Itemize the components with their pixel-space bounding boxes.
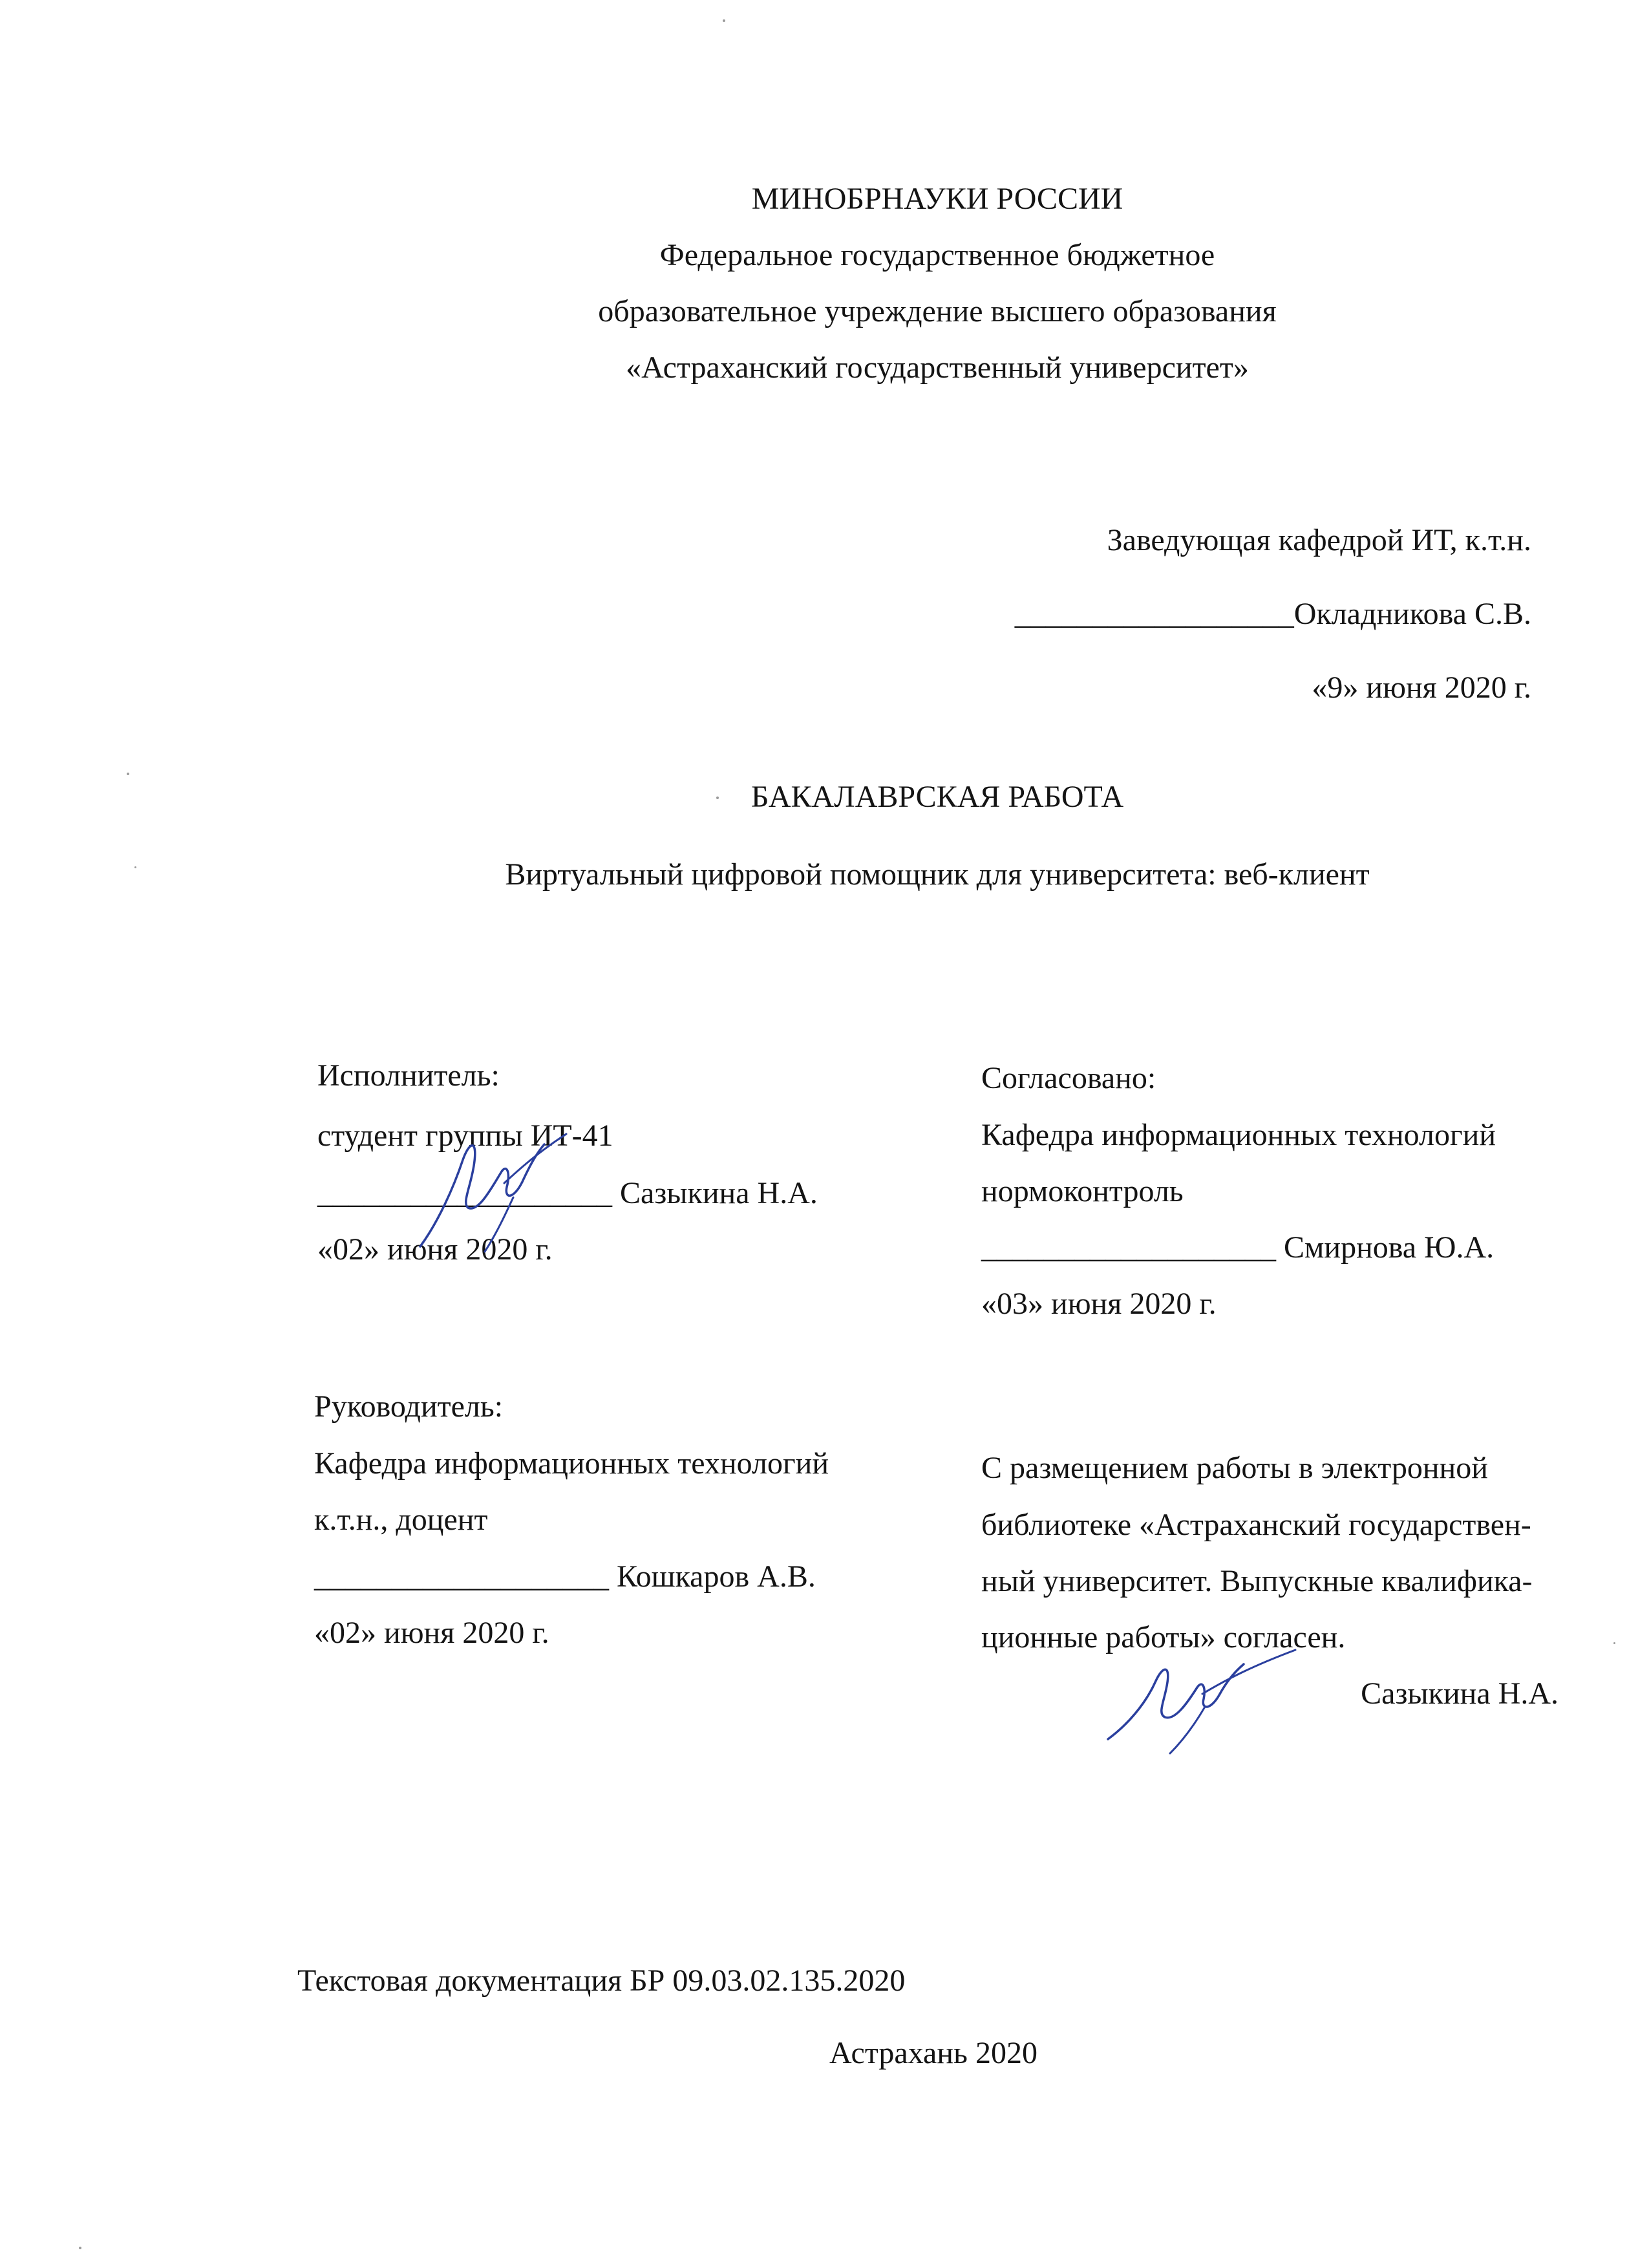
executor-group: студент группы ИТ-41 [317, 1118, 613, 1153]
scan-speck [127, 773, 129, 775]
agreed-label: Согласовано: [981, 1061, 1156, 1095]
approval-date: «9» июня 2020 г. [1312, 670, 1531, 705]
consent-line-3: ный университет. Выпускные квалифика- [981, 1564, 1533, 1598]
consent-line-2: библиотеке «Астраханский государствен- [981, 1508, 1531, 1542]
scan-speck [134, 866, 136, 868]
agreed-department: Кафедра информационных технологий [981, 1118, 1496, 1152]
scan-speck [1613, 1642, 1615, 1644]
supervisor-department: Кафедра информационных технологий [314, 1446, 829, 1481]
supervisor-label: Руководитель: [314, 1389, 504, 1424]
consent-line-4: ционные работы» согласен. [981, 1620, 1346, 1654]
university-name: «Астраханский государственный университет» [626, 350, 1249, 385]
consent-name: Сазыкина Н.А. [1361, 1676, 1559, 1711]
city-year: Астрахань 2020 [829, 2036, 1037, 2070]
signature-flourish [1202, 1650, 1295, 1694]
supervisor-sign-line: ___________________ Кошкаров А.В. [314, 1559, 816, 1594]
institution-line-2: образовательное учреждение высшего образования [598, 294, 1277, 328]
executor-signature [407, 1125, 575, 1261]
signature-stroke [420, 1144, 544, 1246]
documentation-code: Текстовая документация БР 09.03.02.135.2020 [297, 1963, 906, 1998]
consent-line-1: С размещением работы в электронной [981, 1451, 1488, 1485]
signature-tail [485, 1197, 513, 1252]
signature-stroke [1108, 1664, 1244, 1739]
agreed-role: нормоконтроль [981, 1174, 1184, 1208]
consent-signature [1099, 1642, 1306, 1759]
executor-date: «02» июня 2020 г. [317, 1232, 553, 1267]
agreed-date: «03» июня 2020 г. [981, 1287, 1217, 1321]
executor-sign-line: ___________________ Сазыкина Н.А. [317, 1176, 818, 1210]
scan-speck [723, 19, 725, 22]
ministry-heading: МИНОБРНАУКИ РОССИИ [751, 182, 1123, 216]
scan-speck [79, 2247, 81, 2249]
supervisor-date: «02» июня 2020 г. [314, 1616, 549, 1650]
work-title: Виртуальный цифровой помощник для университета: веб-клиент [505, 857, 1370, 892]
approval-position: Заведующая кафедрой ИТ, к.т.н. [1107, 523, 1531, 557]
scan-speck [716, 797, 719, 799]
executor-label: Исполнитель: [317, 1058, 500, 1093]
supervisor-degree: к.т.н., доцент [314, 1503, 488, 1537]
agreed-sign-line: ___________________ Смирнова Ю.А. [981, 1230, 1495, 1265]
approval-sign-line: __________________Окладникова С.В. [1014, 597, 1531, 631]
work-type: БАКАЛАВРСКАЯ РАБОТА [750, 780, 1124, 814]
institution-line-1: Федеральное государственное бюджетное [659, 238, 1215, 272]
